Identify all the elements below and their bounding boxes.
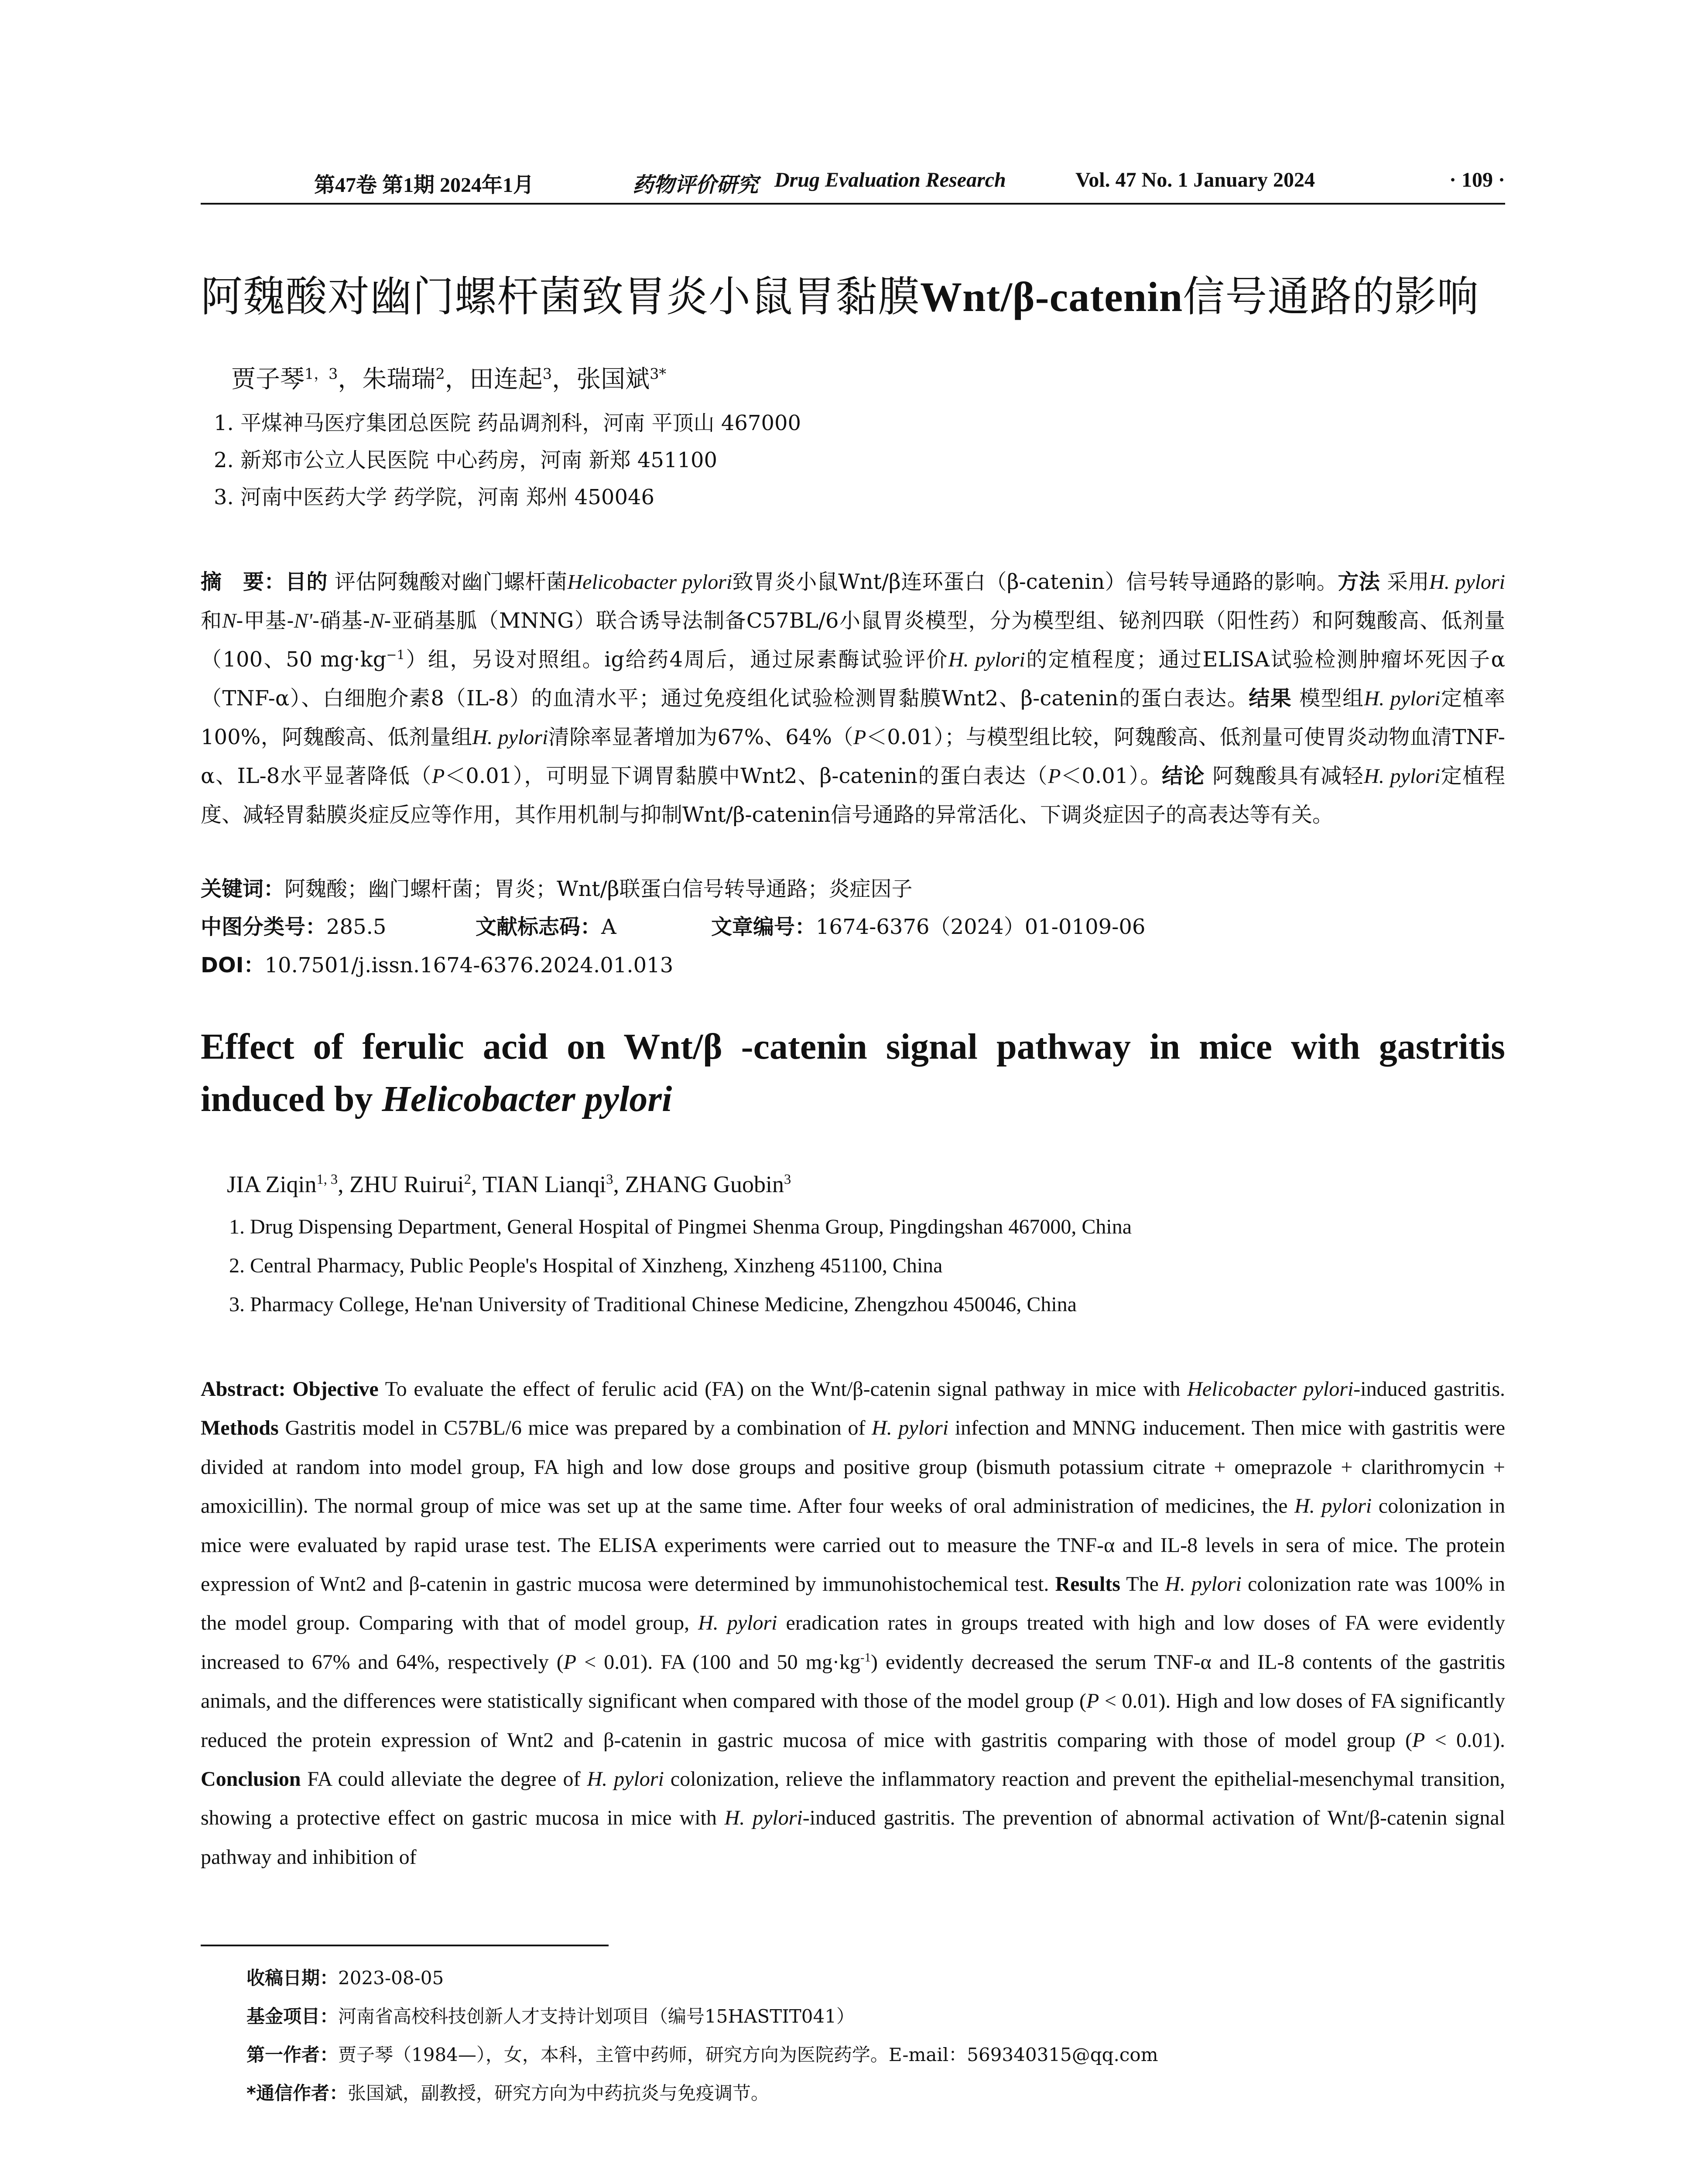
classification-line: 中图分类号：285.5 文献标志码：A 文章编号：1674-6376（2024）01-0109-06 — [201, 915, 1146, 939]
chinese-affiliation: 1. 平煤神马医疗集团总医院 药品调剂科，河南 平顶山 467000 — [214, 411, 801, 435]
english-affiliation: 3. Pharmacy College, He'nan University of Traditional Chinese Medicine, Zhengzhou 450046, China — [229, 1293, 1077, 1316]
chinese-title: 阿魏酸对幽门螺杆菌致胃炎小鼠胃黏膜Wnt/β-catenin信号通路的影响 — [201, 272, 1479, 321]
journal-name: Drug Evaluation Research — [774, 168, 1006, 191]
footnote-funding: 基金项目：河南省高校科技创新人才支持计划项目（编号15HASTIT041） — [246, 2006, 855, 2027]
doi: DOI：10.7501/j.issn.1674-6376.2024.01.013 — [201, 953, 674, 978]
english-title: Effect of ferulic acid on Wnt/β -catenin signal pathway in mice with gastritis induced by Helicobacter pylori — [201, 1026, 1505, 1119]
journal-logo: 药物评价研究 — [633, 173, 759, 197]
volume-info: Vol. 47 No. 1 January 2024 — [1075, 168, 1315, 191]
chinese-authors: 贾子琴$^{1,3}$，朱瑞瑞$^2$，田连起$^3$，张国斌$^{3*}$ — [231, 365, 667, 393]
footnote-rule — [201, 1945, 609, 1946]
issue-info: 第47卷 第1期 2024年1月 — [314, 174, 534, 197]
page-number: · 109 · — [1449, 168, 1505, 191]
english-abstract: Abstract: Objective To evaluate the effect of ferulic acid (FA) on the Wnt/β-catenin signal pathway in mice with Helicobacter pylori-induced gastritis. Methods Gastritis model in C57BL/6 mice was prepared by a combination of H. pylori infection and MNNG inducement. Then mice with gastritis were divided at random into model group, FA high and low dose groups and positive group (bismuth potassium citrate + omeprazole + clarithromycin + amoxicillin). The normal group of mice was set up at the same time. After four weeks of oral administration of medicines, the H. pylori colonization in mice were evaluated by rapid urase test. The ELISA experiments were carried out to measure the TNF-α and IL-8 levels in sera of mice. The protein expression of Wnt2 and β-catenin in gastric mucosa were determined by immunohistochemical test. Results The H. pylori colonization rate was 100% in the model group. Comparing with that of model group, H. pylori eradication rates in groups treated with high and low doses of FA were evidently increased to 67% and 64%, respectively (P < 0.01). FA (100 and 50 $mg\cdot kg^{-1}$) evidently decreased the serum TNF-α and IL-8 contents of the gastritis animals, and the differences were statistically significant when compared with those of the model group (P < 0.01). High and low doses of FA significantly reduced the protein expression of Wnt2 and β-catenin in gastric mucosa of mice with gastritis comparing with those of model group (P < 0.01). Conclusion FA could alleviate the degree of H. pylori colonization, relieve the inflammatory reaction and prevent the epithelial-mesenchymal transition, showing a protective effect on gastric mucosa in mice with H. pylori-induced gastritis. The prevention of abnormal activation of Wnt/β-catenin signal pathway and inhibition of — [201, 1378, 1506, 1869]
footnote-first-author: 第一作者：贾子琴（1984—），女，本科，主管中药师，研究方向为医院药学。E-mail：569340315@qq.com — [246, 2044, 1158, 2065]
footnote-corresponding-author: *通信作者：张国斌，副教授，研究方向为中药抗炎与免疫调节。 — [246, 2082, 769, 2104]
running-header — [201, 168, 1505, 203]
footnote-received: 收稿日期：2023-08-05 — [246, 1967, 444, 1989]
chinese-abstract: 摘 要：目的 评估阿魏酸对幽门螺杆菌Helicobacter pylori致胃炎小鼠Wnt/β连环蛋白（β-catenin）信号转导通路的影响。方法 采用H. pylori和N-甲基-N'-硝基-N-亚硝基胍（MNNG）联合诱导法制备C57BL/6小鼠胃炎模型，分为模型组、铋剂四联（阳性药）和阿魏酸高、低剂量（100、50 $mg\cdot kg^{-1}$）组，另设对照组。ig给药4周后，通过尿素酶试验评价H. pylori的定植程度；通过ELISA试验检测肿瘤坏死因子α（TNF-α）、白细胞介素8（IL-8）的血清水平；通过免疫组化试验检测胃黏膜Wnt2、β-catenin的蛋白表达。结果 模型组H. pylori定植率100%，阿魏酸高、低剂量组H. pylori清除率显著增加为67%、64%（P＜0.01）；与模型组比较，阿魏酸高、低剂量可使胃炎动物血清TNF-α、IL-8水平显著降低（P＜0.01），可明显下调胃黏膜中Wnt2、β-catenin的蛋白表达（P＜0.01）。结论 阿魏酸具有减轻H. pylori定植程度、减轻胃黏膜炎症反应等作用，其作用机制与抑制Wnt/β-catenin信号通路的异常活化、下调炎症因子的高表达等有关。 — [201, 570, 1505, 827]
english-authors: JIA Ziqin$^{1, 3}$, ZHU Ruirui$^2$, TIAN Lianqi$^3$, ZHANG Guobin$^3$ — [227, 1171, 791, 1197]
chinese-affiliation: 2. 新郑市公立人民医院 中心药房，河南 新郑 451100 — [214, 448, 718, 472]
chinese-affiliation: 3. 河南中医药大学 药学院，河南 郑州 450046 — [214, 485, 655, 509]
keywords: 关键词：阿魏酸；幽门螺杆菌；胃炎；Wnt/β联蛋白信号转导通路；炎症因子 — [201, 877, 913, 901]
english-affiliation: 2. Central Pharmacy, Public People's Hospital of Xinzheng, Xinzheng 451100, China — [229, 1254, 943, 1277]
header-rule — [201, 203, 1505, 205]
english-affiliation: 1. Drug Dispensing Department, General Hospital of Pingmei Shenma Group, Pingdingshan 467000, China — [229, 1215, 1132, 1238]
